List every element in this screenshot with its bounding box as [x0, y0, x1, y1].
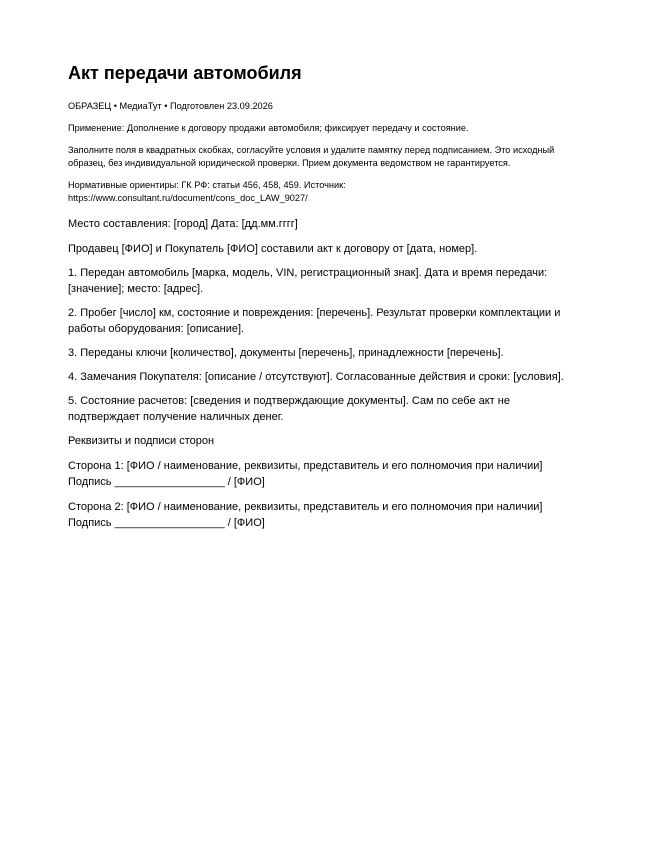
side-details: Сторона 1: [ФИО / наименование, реквизиты, представитель и его полномочия при наличии] — [68, 460, 543, 472]
clause-line: 5. Состояние расчетов: [сведения и подтверждающие документы]. Сам по себе акт не — [68, 395, 510, 407]
clause-1 — [68, 265, 589, 297]
side-1-block — [68, 458, 589, 490]
place-date-line: Место составления: [город] Дата: [дд.мм.гггг] — [68, 218, 298, 230]
parties-statement: Продавец [ФИО] и Покупатель [ФИО] составили акт к договору от [дата, номер]. — [68, 243, 478, 255]
clause-line: 3. Переданы ключи [количество], документы [перечень], принадлежности [перечень]. — [68, 347, 504, 359]
document-meta: ОБРАЗЕЦ • МедиаТут • Подготовлен 23.09.2026 — [68, 101, 273, 111]
document-title: Акт передачи автомобиля — [68, 63, 302, 83]
side-details: Сторона 2: [ФИО / наименование, реквизиты, представитель и его полномочия при наличии] — [68, 501, 543, 513]
clause-line: [значение]; место: [адрес]. — [68, 283, 204, 295]
usage-note: Применение: Дополнение к договору продажи автомобиля; фиксирует передачу и состояние. — [68, 123, 469, 133]
instructions-note — [68, 144, 589, 170]
clause-line: подтверждает получение наличных денег. — [68, 411, 284, 423]
clause-2 — [68, 305, 589, 337]
norms-line: Нормативные ориентиры: ГК РФ: статьи 456, 458, 459. Источник: — [68, 180, 346, 190]
signature-line: Подпись __________________ / [ФИО] — [68, 517, 265, 529]
source-link[interactable]: https://www.consultant.ru/document/cons_doc_LAW_9027/ — [68, 193, 308, 203]
requisites-heading: Реквизиты и подписи сторон — [68, 435, 215, 447]
clause-line: 4. Замечания Покупателя: [описание / отсутствуют]. Согласованные действия и сроки: [условия]. — [68, 371, 564, 383]
clause-line: 1. Передан автомобиль [марка, модель, VIN, регистрационный знак]. Дата и время передачи: — [68, 267, 548, 279]
clause-line: 2. Пробег [число] км, состояние и повреждения: [перечень]. Результат проверки комплектации и — [68, 307, 561, 319]
clause-4 — [68, 369, 589, 385]
side-2-block — [68, 499, 589, 531]
instructions-line: образец, без индивидуальной юридической проверки. Прием документа ведомством не гарантируется. — [68, 158, 511, 168]
clause-3 — [68, 345, 589, 361]
clause-line: работы оборудования: [описание]. — [68, 323, 245, 335]
normative-references — [68, 179, 589, 205]
instructions-line: Заполните поля в квадратных скобках, согласуйте условия и удалите памятку перед подписанием. Это исходный — [68, 145, 555, 155]
clause-5 — [68, 393, 589, 425]
signature-line: Подпись __________________ / [ФИО] — [68, 476, 265, 488]
